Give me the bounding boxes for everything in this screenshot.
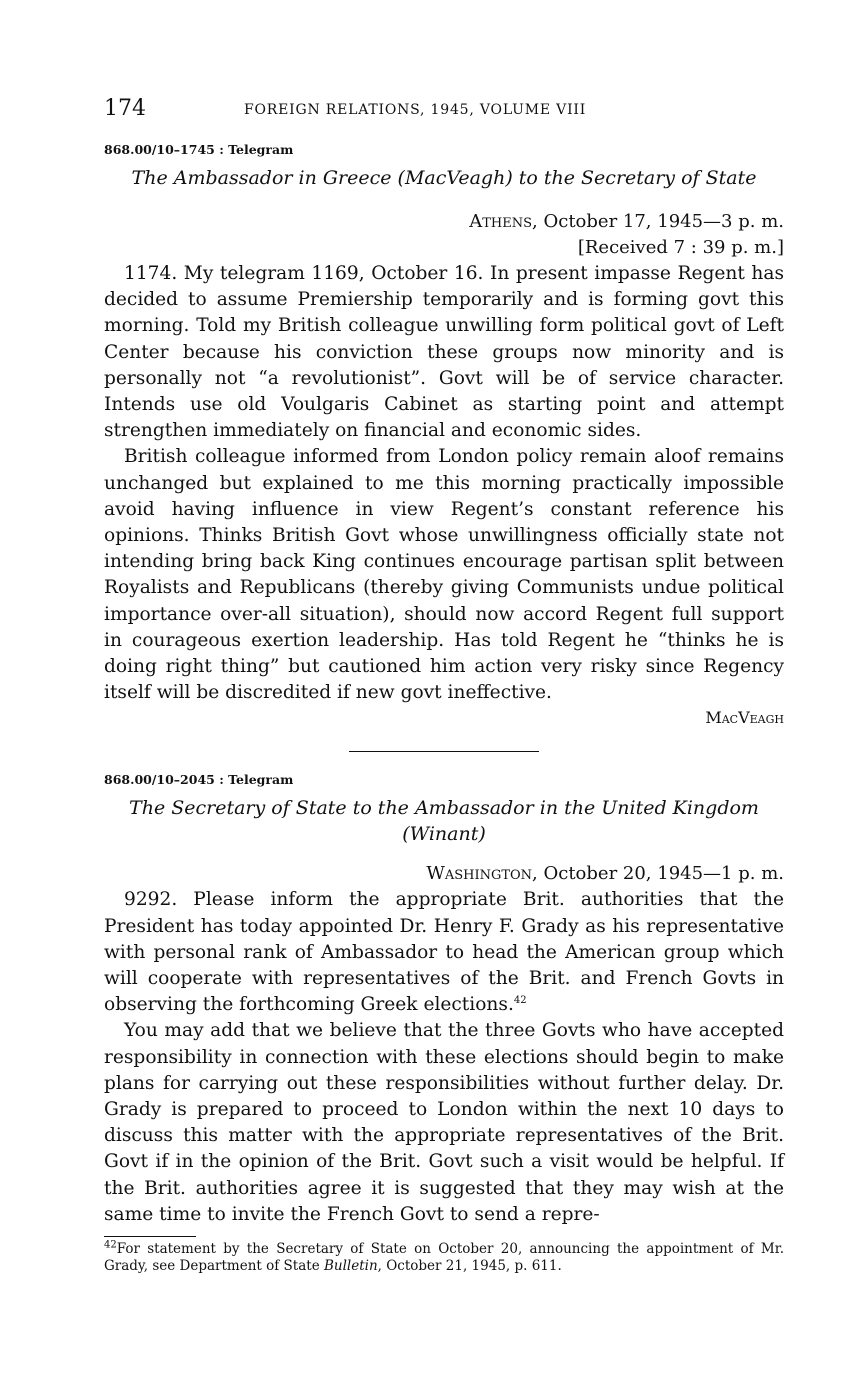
document-page: [104, 96, 784, 1275]
footnote-text-end: , October 21, 1945, p. 611.: [377, 1258, 562, 1275]
footnote-reference[interactable]: 42: [513, 995, 527, 1007]
title-line-1: The Secretary of State to the Ambassador in the United Kingdom: [129, 797, 759, 820]
footnote: [104, 1241, 784, 1275]
paragraph: [104, 887, 784, 1018]
paragraph: British colleague informed from London policy remain aloof remains unchanged but explained to me this morning practically impossible avoid having influence in view Regent’s constant reference his opinions. Thinks British Govt whose unwillingness officially state not intending bring back King continues encourage partisan split between Royalists and Republicans (thereby giving Communists undue political importance over-all situation), should now accord Regent full support in courageous exertion leadership. Has told Regent he “thinks he is doing right thing” but cautioned him action very risky since Regency itself will be discredited if new govt ineffective.: [104, 446, 784, 704]
signature: MacVeagh: [705, 708, 784, 728]
footnote-marker: 42: [104, 1239, 117, 1251]
dateline-1: [104, 209, 784, 261]
document-title-2: [104, 795, 784, 847]
paragraph-text: 9292. Please inform the appropriate Brit. authorities that the President has today appointed Dr. Henry F. Grady as his representative with personal rank of Ambassador to head the American group which will cooperate with representatives of the Brit. and French Govts in observing the forthcoming Greek elections.: [104, 889, 784, 1016]
title-line-2: (Winant): [402, 823, 486, 846]
file-reference-1: 868.00/10–1745 : Telegram: [104, 142, 294, 157]
dateline-date-2: , October 20, 1945—1 p. m.: [532, 863, 784, 885]
dateline-2: [104, 861, 784, 887]
paragraph: You may add that we believe that the three Govts who have accepted responsibility in connection with these elections should begin to make plans for carrying out these responsibilities without further delay. Dr. Grady is prepared to proceed to London within the next 10 days to discuss this matter with the appropriate representatives of the Brit. Govt if in the opinion of the Brit. Govt such a visit would be helpful. If the Brit. authorities agree it is suggested that they may wish at the same time to invite the French Govt to send a repre-: [104, 1020, 784, 1225]
file-reference-2: 868.00/10–2045 : Telegram: [104, 772, 294, 788]
dateline-place-1: Athens: [469, 211, 533, 232]
footnote-rule: [104, 1236, 196, 1237]
received-line: [Received 7 : 39 p. m.]: [577, 237, 784, 258]
document-title-1: The Ambassador in Greece (MacVeagh) to the Secretary of State: [131, 167, 757, 189]
dateline-date-1: , October 17, 1945—3 p. m.: [532, 211, 784, 232]
dateline-place-2: Washington: [426, 863, 533, 885]
footnote-publication: Bulletin: [323, 1258, 378, 1275]
page-number: 174: [104, 96, 146, 121]
footnote-text: For statement by the Secretary of State on October 20, announcing the appointment of Mr. Grady, see Department of State: [104, 1241, 784, 1275]
paragraph: 1174. My telegram 1169, October 16. In present impasse Regent has decided to assume Premiership temporarily and is forming govt this morning. Told my British colleague unwilling form political govt of Left Center because his conviction these groups now minority and is personally not “a revolutionist”. Govt will be of service character. Intends use old Voulgaris Cabinet as starting point and attempt strengthen immediately on financial and economic sides.: [104, 263, 784, 442]
running-title: FOREIGN RELATIONS, 1945, VOLUME VIII: [244, 102, 587, 118]
page-header: [104, 96, 784, 128]
section-divider: [349, 751, 539, 752]
